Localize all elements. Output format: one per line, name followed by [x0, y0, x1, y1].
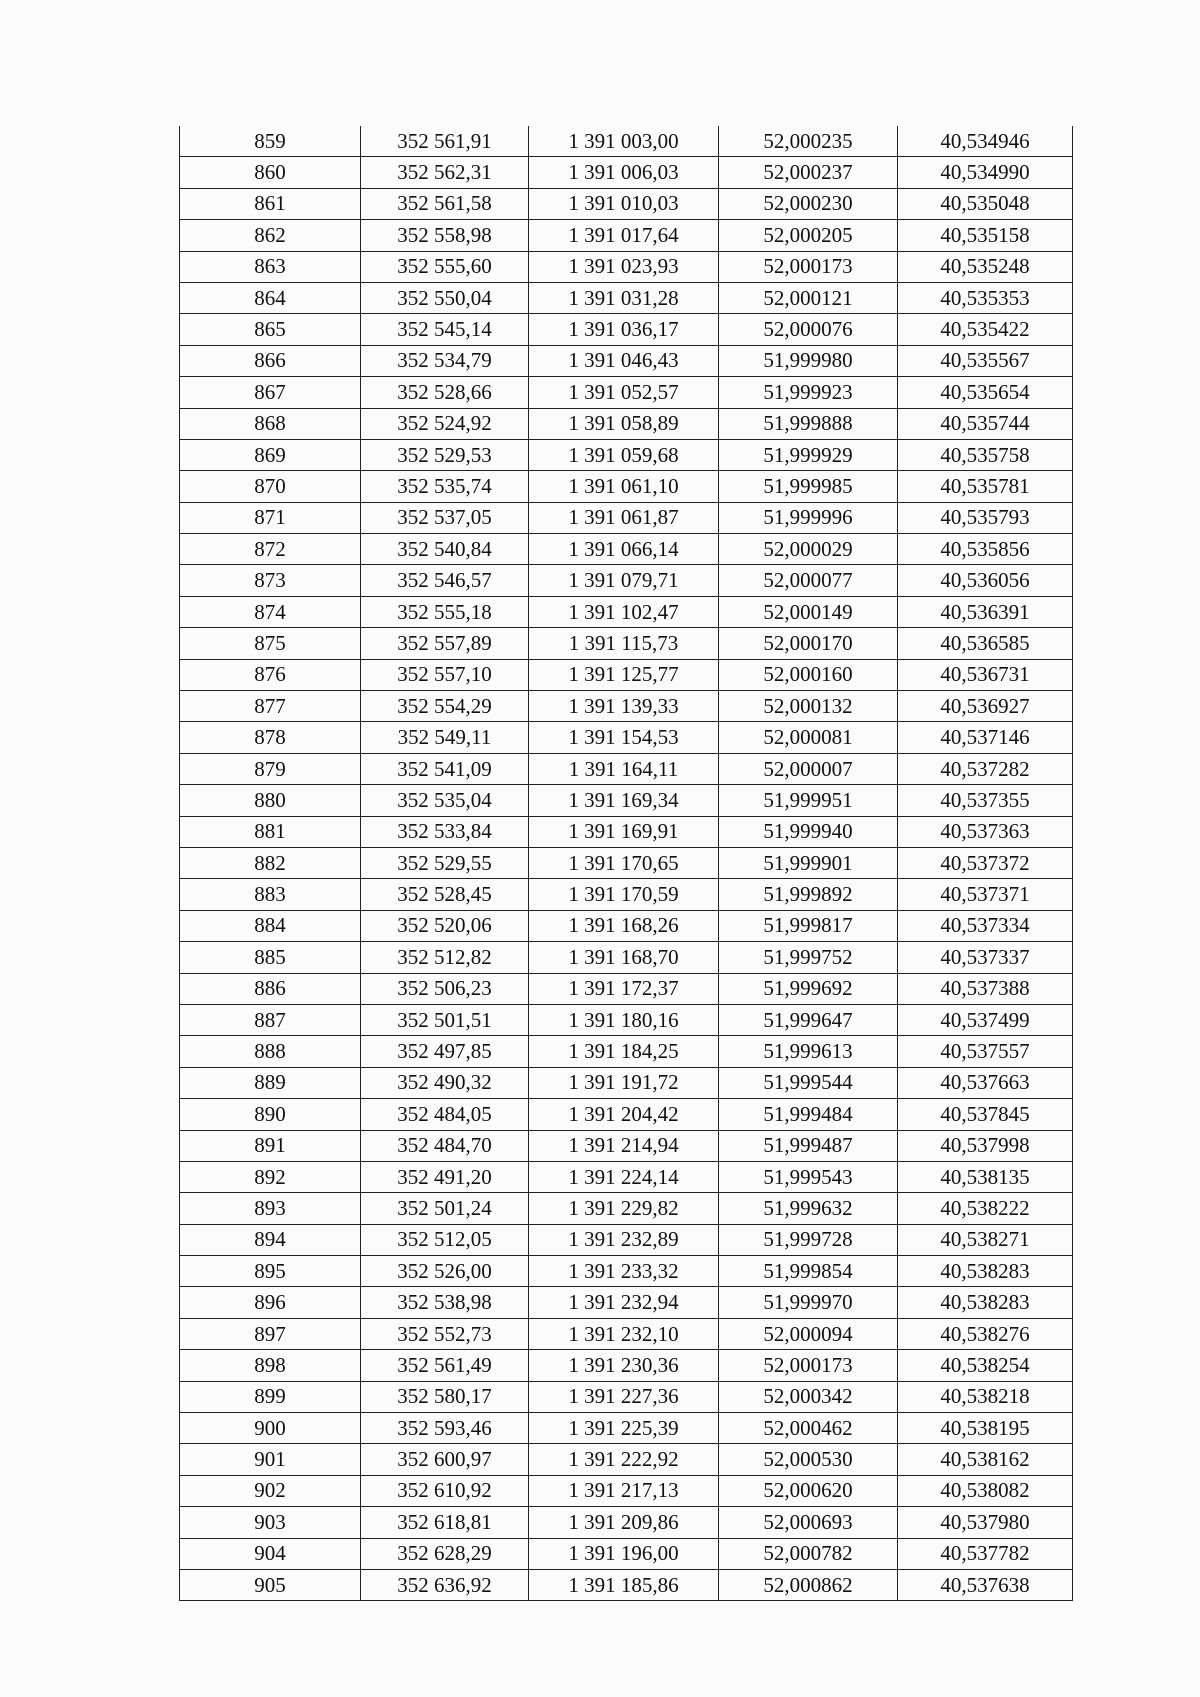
point-number-cell: 866 — [180, 345, 361, 376]
latitude-cell: 52,000121 — [719, 282, 898, 313]
latitude-cell: 51,999985 — [719, 471, 898, 502]
point-number-cell: 863 — [180, 251, 361, 282]
y-coordinate-cell: 1 391 191,72 — [529, 1067, 719, 1098]
y-coordinate-cell: 1 391 172,37 — [529, 973, 719, 1004]
point-number-cell: 861 — [180, 188, 361, 219]
point-number-cell: 905 — [180, 1569, 361, 1600]
longitude-cell: 40,537146 — [898, 722, 1073, 753]
x-coordinate-cell: 352 526,00 — [361, 1256, 529, 1287]
latitude-cell: 51,999544 — [719, 1067, 898, 1098]
point-number-cell: 870 — [180, 471, 361, 502]
table-row — [180, 722, 1073, 753]
latitude-cell: 51,999484 — [719, 1099, 898, 1130]
x-coordinate-cell: 352 610,92 — [361, 1475, 529, 1506]
point-number-cell: 876 — [180, 659, 361, 690]
point-number-cell: 862 — [180, 220, 361, 251]
longitude-cell: 40,535781 — [898, 471, 1073, 502]
x-coordinate-cell: 352 524,92 — [361, 408, 529, 439]
y-coordinate-cell: 1 391 204,42 — [529, 1099, 719, 1130]
y-coordinate-cell: 1 391 154,53 — [529, 722, 719, 753]
point-number-cell: 885 — [180, 942, 361, 973]
x-coordinate-cell: 352 537,05 — [361, 502, 529, 533]
table-row — [180, 188, 1073, 219]
latitude-cell: 51,999940 — [719, 816, 898, 847]
point-number-cell: 859 — [180, 126, 361, 157]
y-coordinate-cell: 1 391 164,11 — [529, 753, 719, 784]
y-coordinate-cell: 1 391 217,13 — [529, 1475, 719, 1506]
x-coordinate-cell: 352 618,81 — [361, 1507, 529, 1538]
y-coordinate-cell: 1 391 003,00 — [529, 126, 719, 157]
table-row — [180, 1130, 1073, 1161]
x-coordinate-cell: 352 538,98 — [361, 1287, 529, 1318]
latitude-cell: 52,000693 — [719, 1507, 898, 1538]
table-row — [180, 1475, 1073, 1506]
point-number-cell: 882 — [180, 847, 361, 878]
table-row — [180, 126, 1073, 157]
x-coordinate-cell: 352 561,58 — [361, 188, 529, 219]
latitude-cell: 52,000170 — [719, 628, 898, 659]
latitude-cell: 52,000029 — [719, 534, 898, 565]
longitude-cell: 40,537282 — [898, 753, 1073, 784]
latitude-cell: 52,000173 — [719, 1350, 898, 1381]
latitude-cell: 52,000237 — [719, 157, 898, 188]
table-row — [180, 1193, 1073, 1224]
longitude-cell: 40,535048 — [898, 188, 1073, 219]
latitude-cell: 52,000342 — [719, 1381, 898, 1412]
longitude-cell: 40,535856 — [898, 534, 1073, 565]
table-row — [180, 345, 1073, 376]
latitude-cell: 52,000862 — [719, 1569, 898, 1600]
x-coordinate-cell: 352 484,05 — [361, 1099, 529, 1130]
x-coordinate-cell: 352 600,97 — [361, 1444, 529, 1475]
x-coordinate-cell: 352 512,05 — [361, 1224, 529, 1255]
latitude-cell: 52,000094 — [719, 1318, 898, 1349]
y-coordinate-cell: 1 391 214,94 — [529, 1130, 719, 1161]
latitude-cell: 51,999996 — [719, 502, 898, 533]
y-coordinate-cell: 1 391 115,73 — [529, 628, 719, 659]
longitude-cell: 40,537980 — [898, 1507, 1073, 1538]
y-coordinate-cell: 1 391 170,59 — [529, 879, 719, 910]
longitude-cell: 40,537638 — [898, 1569, 1073, 1600]
x-coordinate-cell: 352 484,70 — [361, 1130, 529, 1161]
latitude-cell: 51,999632 — [719, 1193, 898, 1224]
y-coordinate-cell: 1 391 031,28 — [529, 282, 719, 313]
table-row — [180, 1444, 1073, 1475]
y-coordinate-cell: 1 391 066,14 — [529, 534, 719, 565]
longitude-cell: 40,535793 — [898, 502, 1073, 533]
coordinates-table-body — [180, 126, 1073, 1601]
point-number-cell: 877 — [180, 691, 361, 722]
table-row — [180, 879, 1073, 910]
latitude-cell: 51,999901 — [719, 847, 898, 878]
point-number-cell: 887 — [180, 1004, 361, 1035]
y-coordinate-cell: 1 391 058,89 — [529, 408, 719, 439]
point-number-cell: 860 — [180, 157, 361, 188]
longitude-cell: 40,537845 — [898, 1099, 1073, 1130]
y-coordinate-cell: 1 391 139,33 — [529, 691, 719, 722]
table-row — [180, 816, 1073, 847]
x-coordinate-cell: 352 555,18 — [361, 596, 529, 627]
y-coordinate-cell: 1 391 061,87 — [529, 502, 719, 533]
point-number-cell: 864 — [180, 282, 361, 313]
table-row — [180, 1507, 1073, 1538]
latitude-cell: 52,000462 — [719, 1413, 898, 1444]
x-coordinate-cell: 352 557,10 — [361, 659, 529, 690]
coordinates-table — [179, 126, 1073, 1601]
table-row — [180, 282, 1073, 313]
latitude-cell: 51,999980 — [719, 345, 898, 376]
point-number-cell: 881 — [180, 816, 361, 847]
longitude-cell: 40,538218 — [898, 1381, 1073, 1412]
x-coordinate-cell: 352 561,49 — [361, 1350, 529, 1381]
table-row — [180, 1287, 1073, 1318]
y-coordinate-cell: 1 391 006,03 — [529, 157, 719, 188]
longitude-cell: 40,538082 — [898, 1475, 1073, 1506]
longitude-cell: 40,537372 — [898, 847, 1073, 878]
longitude-cell: 40,535567 — [898, 345, 1073, 376]
point-number-cell: 904 — [180, 1538, 361, 1569]
point-number-cell: 899 — [180, 1381, 361, 1412]
table-row — [180, 596, 1073, 627]
longitude-cell: 40,536731 — [898, 659, 1073, 690]
x-coordinate-cell: 352 529,53 — [361, 439, 529, 470]
point-number-cell: 865 — [180, 314, 361, 345]
x-coordinate-cell: 352 541,09 — [361, 753, 529, 784]
x-coordinate-cell: 352 533,84 — [361, 816, 529, 847]
table-row — [180, 628, 1073, 659]
y-coordinate-cell: 1 391 233,32 — [529, 1256, 719, 1287]
x-coordinate-cell: 352 506,23 — [361, 973, 529, 1004]
latitude-cell: 52,000076 — [719, 314, 898, 345]
table-row — [180, 1224, 1073, 1255]
y-coordinate-cell: 1 391 180,16 — [529, 1004, 719, 1035]
x-coordinate-cell: 352 628,29 — [361, 1538, 529, 1569]
longitude-cell: 40,535248 — [898, 251, 1073, 282]
x-coordinate-cell: 352 520,06 — [361, 910, 529, 941]
latitude-cell: 51,999692 — [719, 973, 898, 1004]
latitude-cell: 51,999923 — [719, 377, 898, 408]
table-row — [180, 1099, 1073, 1130]
longitude-cell: 40,535353 — [898, 282, 1073, 313]
point-number-cell: 896 — [180, 1287, 361, 1318]
latitude-cell: 52,000007 — [719, 753, 898, 784]
x-coordinate-cell: 352 561,91 — [361, 126, 529, 157]
table-row — [180, 910, 1073, 941]
latitude-cell: 51,999613 — [719, 1036, 898, 1067]
point-number-cell: 872 — [180, 534, 361, 565]
longitude-cell: 40,538276 — [898, 1318, 1073, 1349]
latitude-cell: 52,000530 — [719, 1444, 898, 1475]
y-coordinate-cell: 1 391 170,65 — [529, 847, 719, 878]
longitude-cell: 40,538135 — [898, 1161, 1073, 1192]
latitude-cell: 52,000077 — [719, 565, 898, 596]
x-coordinate-cell: 352 528,45 — [361, 879, 529, 910]
y-coordinate-cell: 1 391 169,34 — [529, 785, 719, 816]
point-number-cell: 868 — [180, 408, 361, 439]
longitude-cell: 40,537337 — [898, 942, 1073, 973]
longitude-cell: 40,537663 — [898, 1067, 1073, 1098]
point-number-cell: 888 — [180, 1036, 361, 1067]
table-row — [180, 1569, 1073, 1600]
table-row — [180, 157, 1073, 188]
coordinates-table-wrapper — [179, 126, 1072, 1601]
y-coordinate-cell: 1 391 229,82 — [529, 1193, 719, 1224]
table-row — [180, 1256, 1073, 1287]
longitude-cell: 40,538283 — [898, 1287, 1073, 1318]
table-row — [180, 251, 1073, 282]
y-coordinate-cell: 1 391 125,77 — [529, 659, 719, 690]
table-row — [180, 785, 1073, 816]
point-number-cell: 894 — [180, 1224, 361, 1255]
longitude-cell: 40,536927 — [898, 691, 1073, 722]
y-coordinate-cell: 1 391 010,03 — [529, 188, 719, 219]
table-row — [180, 1067, 1073, 1098]
latitude-cell: 51,999817 — [719, 910, 898, 941]
y-coordinate-cell: 1 391 224,14 — [529, 1161, 719, 1192]
table-row — [180, 1350, 1073, 1381]
point-number-cell: 879 — [180, 753, 361, 784]
table-row — [180, 439, 1073, 470]
table-row — [180, 1036, 1073, 1067]
y-coordinate-cell: 1 391 196,00 — [529, 1538, 719, 1569]
longitude-cell: 40,536585 — [898, 628, 1073, 659]
point-number-cell: 880 — [180, 785, 361, 816]
latitude-cell: 51,999487 — [719, 1130, 898, 1161]
x-coordinate-cell: 352 558,98 — [361, 220, 529, 251]
y-coordinate-cell: 1 391 046,43 — [529, 345, 719, 376]
y-coordinate-cell: 1 391 209,86 — [529, 1507, 719, 1538]
y-coordinate-cell: 1 391 227,36 — [529, 1381, 719, 1412]
latitude-cell: 52,000160 — [719, 659, 898, 690]
table-row — [180, 534, 1073, 565]
x-coordinate-cell: 352 550,04 — [361, 282, 529, 313]
point-number-cell: 869 — [180, 439, 361, 470]
latitude-cell: 51,999647 — [719, 1004, 898, 1035]
x-coordinate-cell: 352 497,85 — [361, 1036, 529, 1067]
point-number-cell: 893 — [180, 1193, 361, 1224]
x-coordinate-cell: 352 534,79 — [361, 345, 529, 376]
longitude-cell: 40,537557 — [898, 1036, 1073, 1067]
longitude-cell: 40,536391 — [898, 596, 1073, 627]
table-row — [180, 942, 1073, 973]
longitude-cell: 40,538162 — [898, 1444, 1073, 1475]
table-row — [180, 502, 1073, 533]
point-number-cell: 874 — [180, 596, 361, 627]
y-coordinate-cell: 1 391 232,10 — [529, 1318, 719, 1349]
longitude-cell: 40,538195 — [898, 1413, 1073, 1444]
longitude-cell: 40,534990 — [898, 157, 1073, 188]
table-row — [180, 847, 1073, 878]
point-number-cell: 901 — [180, 1444, 361, 1475]
x-coordinate-cell: 352 580,17 — [361, 1381, 529, 1412]
longitude-cell: 40,537371 — [898, 879, 1073, 910]
y-coordinate-cell: 1 391 232,94 — [529, 1287, 719, 1318]
table-row — [180, 1538, 1073, 1569]
latitude-cell: 51,999888 — [719, 408, 898, 439]
y-coordinate-cell: 1 391 169,91 — [529, 816, 719, 847]
longitude-cell: 40,537334 — [898, 910, 1073, 941]
longitude-cell: 40,538222 — [898, 1193, 1073, 1224]
x-coordinate-cell: 352 529,55 — [361, 847, 529, 878]
point-number-cell: 902 — [180, 1475, 361, 1506]
x-coordinate-cell: 352 555,60 — [361, 251, 529, 282]
point-number-cell: 903 — [180, 1507, 361, 1538]
y-coordinate-cell: 1 391 017,64 — [529, 220, 719, 251]
table-row — [180, 1004, 1073, 1035]
latitude-cell: 52,000782 — [719, 1538, 898, 1569]
x-coordinate-cell: 352 562,31 — [361, 157, 529, 188]
longitude-cell: 40,538254 — [898, 1350, 1073, 1381]
point-number-cell: 895 — [180, 1256, 361, 1287]
latitude-cell: 51,999728 — [719, 1224, 898, 1255]
latitude-cell: 51,999892 — [719, 879, 898, 910]
longitude-cell: 40,535744 — [898, 408, 1073, 439]
y-coordinate-cell: 1 391 168,26 — [529, 910, 719, 941]
y-coordinate-cell: 1 391 052,57 — [529, 377, 719, 408]
longitude-cell: 40,535758 — [898, 439, 1073, 470]
latitude-cell: 51,999970 — [719, 1287, 898, 1318]
table-row — [180, 1413, 1073, 1444]
point-number-cell: 898 — [180, 1350, 361, 1381]
table-row — [180, 565, 1073, 596]
latitude-cell: 52,000081 — [719, 722, 898, 753]
y-coordinate-cell: 1 391 185,86 — [529, 1569, 719, 1600]
table-row — [180, 1381, 1073, 1412]
table-row — [180, 314, 1073, 345]
latitude-cell: 51,999929 — [719, 439, 898, 470]
x-coordinate-cell: 352 501,24 — [361, 1193, 529, 1224]
latitude-cell: 51,999951 — [719, 785, 898, 816]
longitude-cell: 40,536056 — [898, 565, 1073, 596]
y-coordinate-cell: 1 391 230,36 — [529, 1350, 719, 1381]
x-coordinate-cell: 352 546,57 — [361, 565, 529, 596]
point-number-cell: 886 — [180, 973, 361, 1004]
point-number-cell: 878 — [180, 722, 361, 753]
point-number-cell: 900 — [180, 1413, 361, 1444]
table-row — [180, 471, 1073, 502]
y-coordinate-cell: 1 391 222,92 — [529, 1444, 719, 1475]
latitude-cell: 52,000149 — [719, 596, 898, 627]
latitude-cell: 52,000173 — [719, 251, 898, 282]
latitude-cell: 51,999543 — [719, 1161, 898, 1192]
table-row — [180, 659, 1073, 690]
longitude-cell: 40,535654 — [898, 377, 1073, 408]
table-row — [180, 408, 1073, 439]
x-coordinate-cell: 352 554,29 — [361, 691, 529, 722]
latitude-cell: 52,000132 — [719, 691, 898, 722]
x-coordinate-cell: 352 535,74 — [361, 471, 529, 502]
point-number-cell: 884 — [180, 910, 361, 941]
point-number-cell: 875 — [180, 628, 361, 659]
table-row — [180, 1318, 1073, 1349]
y-coordinate-cell: 1 391 184,25 — [529, 1036, 719, 1067]
table-row — [180, 753, 1073, 784]
y-coordinate-cell: 1 391 079,71 — [529, 565, 719, 596]
table-row — [180, 220, 1073, 251]
x-coordinate-cell: 352 593,46 — [361, 1413, 529, 1444]
longitude-cell: 40,538283 — [898, 1256, 1073, 1287]
latitude-cell: 52,000620 — [719, 1475, 898, 1506]
y-coordinate-cell: 1 391 225,39 — [529, 1413, 719, 1444]
longitude-cell: 40,535422 — [898, 314, 1073, 345]
y-coordinate-cell: 1 391 168,70 — [529, 942, 719, 973]
x-coordinate-cell: 352 552,73 — [361, 1318, 529, 1349]
y-coordinate-cell: 1 391 232,89 — [529, 1224, 719, 1255]
point-number-cell: 892 — [180, 1161, 361, 1192]
point-number-cell: 891 — [180, 1130, 361, 1161]
y-coordinate-cell: 1 391 061,10 — [529, 471, 719, 502]
point-number-cell: 873 — [180, 565, 361, 596]
x-coordinate-cell: 352 528,66 — [361, 377, 529, 408]
x-coordinate-cell: 352 557,89 — [361, 628, 529, 659]
longitude-cell: 40,538271 — [898, 1224, 1073, 1255]
longitude-cell: 40,537782 — [898, 1538, 1073, 1569]
longitude-cell: 40,534946 — [898, 126, 1073, 157]
point-number-cell: 867 — [180, 377, 361, 408]
longitude-cell: 40,537998 — [898, 1130, 1073, 1161]
longitude-cell: 40,537499 — [898, 1004, 1073, 1035]
latitude-cell: 52,000205 — [719, 220, 898, 251]
x-coordinate-cell: 352 491,20 — [361, 1161, 529, 1192]
table-row — [180, 377, 1073, 408]
latitude-cell: 52,000230 — [719, 188, 898, 219]
y-coordinate-cell: 1 391 059,68 — [529, 439, 719, 470]
point-number-cell: 897 — [180, 1318, 361, 1349]
x-coordinate-cell: 352 490,32 — [361, 1067, 529, 1098]
point-number-cell: 889 — [180, 1067, 361, 1098]
x-coordinate-cell: 352 540,84 — [361, 534, 529, 565]
x-coordinate-cell: 352 501,51 — [361, 1004, 529, 1035]
longitude-cell: 40,537355 — [898, 785, 1073, 816]
point-number-cell: 871 — [180, 502, 361, 533]
longitude-cell: 40,537388 — [898, 973, 1073, 1004]
longitude-cell: 40,535158 — [898, 220, 1073, 251]
point-number-cell: 890 — [180, 1099, 361, 1130]
latitude-cell: 52,000235 — [719, 126, 898, 157]
y-coordinate-cell: 1 391 036,17 — [529, 314, 719, 345]
latitude-cell: 51,999752 — [719, 942, 898, 973]
x-coordinate-cell: 352 549,11 — [361, 722, 529, 753]
x-coordinate-cell: 352 535,04 — [361, 785, 529, 816]
x-coordinate-cell: 352 636,92 — [361, 1569, 529, 1600]
table-row — [180, 973, 1073, 1004]
table-row — [180, 1161, 1073, 1192]
longitude-cell: 40,537363 — [898, 816, 1073, 847]
x-coordinate-cell: 352 512,82 — [361, 942, 529, 973]
x-coordinate-cell: 352 545,14 — [361, 314, 529, 345]
table-row — [180, 691, 1073, 722]
y-coordinate-cell: 1 391 102,47 — [529, 596, 719, 627]
latitude-cell: 51,999854 — [719, 1256, 898, 1287]
y-coordinate-cell: 1 391 023,93 — [529, 251, 719, 282]
point-number-cell: 883 — [180, 879, 361, 910]
